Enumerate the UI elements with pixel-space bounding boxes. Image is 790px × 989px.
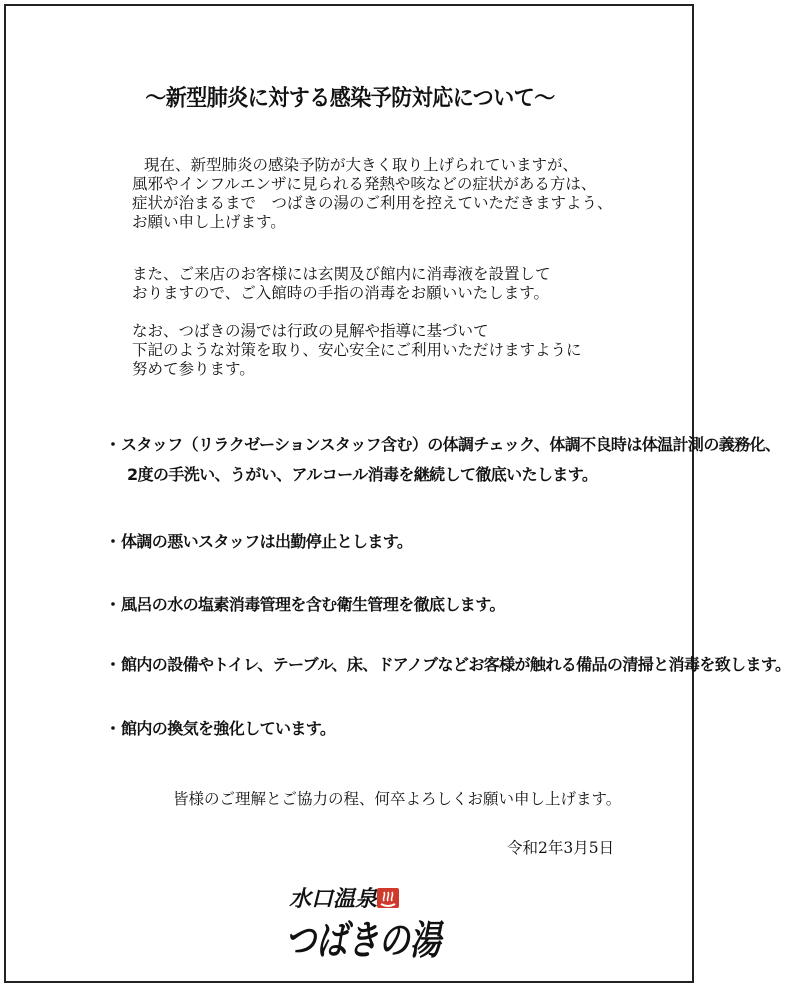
notice-paragraph	[132, 265, 672, 303]
notice-line: また、ご来店のお客様には玄関及び館内に消毒液を設置して	[132, 265, 551, 283]
intro-paragraph	[132, 156, 672, 232]
measure-text: 館内の換気を強化しています。	[121, 719, 336, 738]
measure-item	[105, 527, 695, 557]
measure-text: スタッフ（リラクゼーションスタッフ含む）の体調チェック、体調不良時は体温計測の義務化、	[121, 435, 781, 454]
issue-date: 令和2年3月5日	[507, 839, 615, 857]
measure-text: 風呂の水の塩素消毒管理を含む衛生管理を徹底します。	[121, 595, 505, 614]
bullet-mark: ・	[105, 719, 121, 738]
measures-intro-line: 下記のような対策を取り、安心安全にご利用いただけますように	[132, 341, 582, 359]
tsubaki-no-yu-logo	[285, 880, 445, 970]
closing-message: 皆様のご理解とご協力の程、何卒よろしくお願い申し上げます。	[173, 790, 622, 808]
measure-item	[105, 430, 781, 490]
intro-line: 風邪やインフルエンザに見られる発熱や咳などの症状がある方は、	[132, 175, 597, 193]
hot-spring-icon	[377, 888, 399, 908]
measures-intro-line: 努めて参ります。	[132, 360, 255, 378]
bullet-mark: ・	[105, 655, 121, 674]
measure-text-continued: 2度の手洗い、うがい、アルコール消毒を継続して徹底いたします。	[127, 465, 598, 484]
measures-intro-line: なお、つばきの湯では行政の見解や指導に基づいて	[132, 322, 489, 340]
measure-item	[105, 714, 695, 744]
logo-top-text: 水口温泉	[289, 886, 378, 912]
measure-item	[105, 590, 695, 620]
bullet-mark: ・	[105, 435, 121, 454]
intro-line: 現在、新型肺炎の感染予防が大きく取り上げられていますが、	[144, 156, 579, 174]
bullet-mark: ・	[105, 595, 121, 614]
notice-line: おりますので、ご入館時の手指の消毒をお願いいたします。	[132, 284, 549, 302]
measure-item	[105, 650, 790, 680]
logo-main-text: つばきの湯	[285, 917, 445, 964]
measure-text: 館内の設備やトイレ、テーブル、床、ドアノブなどお客様が触れる備品の清掃と消毒を致します。	[121, 655, 790, 674]
intro-line: お願い申し上げます。	[132, 213, 286, 231]
measures-intro-paragraph	[132, 322, 672, 379]
intro-line: 症状が治まるまで つばきの湯のご利用を控えていただきますよう、	[132, 194, 613, 212]
page-title: ～新型肺炎に対する感染予防対応について～	[145, 85, 555, 112]
measure-text: 体調の悪いスタッフは出勤停止とします。	[121, 532, 413, 551]
bullet-mark: ・	[105, 532, 121, 551]
